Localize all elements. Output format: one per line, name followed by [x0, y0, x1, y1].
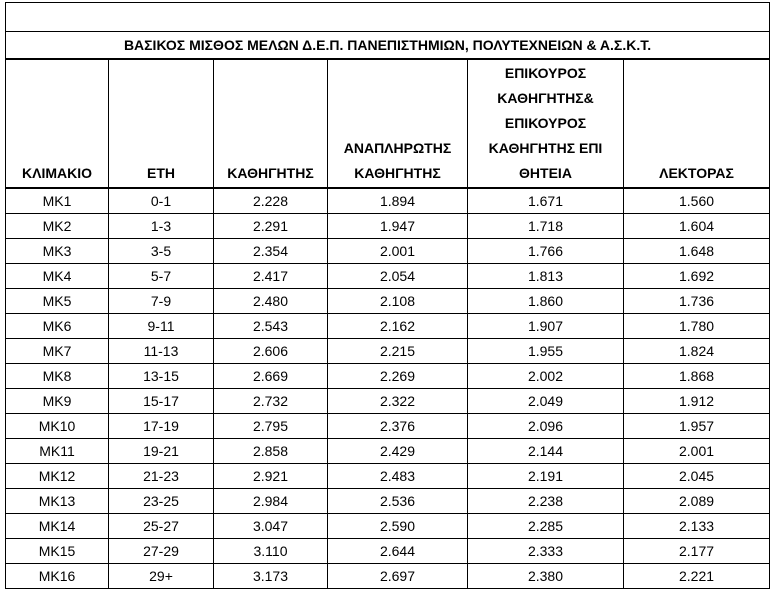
assistant-cell: 1.860 — [468, 289, 624, 314]
table-title: ΒΑΣΙΚΟΣ ΜΙΣΘΟΣ ΜΕΛΩΝ Δ.Ε.Π. ΠΑΝΕΠΙΣΤΗΜΙΩΝ, ΠΟΛΥΤΕΧΝΕΙΩΝ & Α.Σ.Κ.Τ. — [6, 32, 770, 60]
lecturer-cell: 2.177 — [624, 539, 770, 564]
professor-cell: 3.173 — [214, 564, 328, 589]
professor-cell: 2.417 — [214, 264, 328, 289]
header-professor: ΚΑΘΗΓΗΤΗΣ — [214, 59, 328, 188]
assistant-cell: 1.671 — [468, 188, 624, 214]
years-cell: 3-5 — [109, 239, 214, 264]
table-row — [6, 514, 770, 539]
associate-cell: 2.536 — [328, 489, 468, 514]
table-row — [6, 464, 770, 489]
years-cell: 17-19 — [109, 414, 214, 439]
assistant-cell: 1.766 — [468, 239, 624, 264]
associate-cell: 2.054 — [328, 264, 468, 289]
associate-cell: 2.162 — [328, 314, 468, 339]
table-row — [6, 239, 770, 264]
table-row — [6, 489, 770, 514]
scale-cell: ΜΚ13 — [6, 489, 109, 514]
scale-cell: ΜΚ16 — [6, 564, 109, 589]
scale-cell: ΜΚ1 — [6, 188, 109, 214]
salary-table — [5, 2, 770, 589]
years-cell: 29+ — [109, 564, 214, 589]
table-row — [6, 264, 770, 289]
professor-cell: 3.110 — [214, 539, 328, 564]
lecturer-cell: 1.868 — [624, 364, 770, 389]
years-cell: 0-1 — [109, 188, 214, 214]
professor-cell: 2.480 — [214, 289, 328, 314]
assistant-cell: 2.333 — [468, 539, 624, 564]
assistant-cell: 2.002 — [468, 364, 624, 389]
years-cell: 19-21 — [109, 439, 214, 464]
table-row — [6, 389, 770, 414]
table-row — [6, 339, 770, 364]
lecturer-cell: 1.736 — [624, 289, 770, 314]
assistant-cell: 2.380 — [468, 564, 624, 589]
professor-cell: 3.047 — [214, 514, 328, 539]
header-lecturer: ΛΕΚΤΟΡΑΣ — [624, 59, 770, 188]
professor-cell: 2.354 — [214, 239, 328, 264]
associate-cell: 2.429 — [328, 439, 468, 464]
associate-cell: 2.483 — [328, 464, 468, 489]
years-cell: 15-17 — [109, 389, 214, 414]
years-cell: 23-25 — [109, 489, 214, 514]
lecturer-cell: 1.780 — [624, 314, 770, 339]
assistant-cell: 1.955 — [468, 339, 624, 364]
years-cell: 1-3 — [109, 214, 214, 239]
scale-cell: ΜΚ8 — [6, 364, 109, 389]
assistant-cell: 1.907 — [468, 314, 624, 339]
title-row — [6, 32, 770, 60]
scale-cell: ΜΚ2 — [6, 214, 109, 239]
years-cell: 9-11 — [109, 314, 214, 339]
lecturer-cell: 2.045 — [624, 464, 770, 489]
table-row — [6, 188, 770, 214]
associate-cell: 1.947 — [328, 214, 468, 239]
scale-cell: ΜΚ12 — [6, 464, 109, 489]
assistant-cell: 1.813 — [468, 264, 624, 289]
scale-cell: ΜΚ14 — [6, 514, 109, 539]
lecturer-cell: 1.560 — [624, 188, 770, 214]
scale-cell: ΜΚ10 — [6, 414, 109, 439]
table-row — [6, 289, 770, 314]
header-line: ΚΑΘΗΓΗΤΗΣ ΕΠΙ — [488, 140, 603, 156]
assistant-cell: 2.238 — [468, 489, 624, 514]
assistant-cell: 2.144 — [468, 439, 624, 464]
blank-cell — [6, 3, 770, 32]
lecturer-cell: 1.692 — [624, 264, 770, 289]
header-years: ΕΤΗ — [109, 59, 214, 188]
table-row — [6, 564, 770, 589]
lecturer-cell: 2.001 — [624, 439, 770, 464]
scale-cell: ΜΚ4 — [6, 264, 109, 289]
header-line: ΚΑΘΗΓΗΤΗΣ& — [497, 90, 594, 106]
associate-cell: 2.644 — [328, 539, 468, 564]
blank-header-row — [6, 3, 770, 32]
assistant-cell: 2.191 — [468, 464, 624, 489]
lecturer-cell: 2.133 — [624, 514, 770, 539]
scale-cell: ΜΚ6 — [6, 314, 109, 339]
header-scale: ΚΛΙΜΑΚΙΟ — [6, 59, 109, 188]
lecturer-cell: 2.089 — [624, 489, 770, 514]
scale-cell: ΜΚ7 — [6, 339, 109, 364]
professor-cell: 2.858 — [214, 439, 328, 464]
years-cell: 21-23 — [109, 464, 214, 489]
salary-sheet — [5, 2, 770, 589]
lecturer-cell: 1.957 — [624, 414, 770, 439]
associate-cell: 2.590 — [328, 514, 468, 539]
professor-cell: 2.795 — [214, 414, 328, 439]
lecturer-cell: 2.221 — [624, 564, 770, 589]
header-line: ΕΠΙΚΟΥΡΟΣ — [504, 115, 587, 131]
years-cell: 27-29 — [109, 539, 214, 564]
associate-cell: 1.894 — [328, 188, 468, 214]
assistant-cell: 2.285 — [468, 514, 624, 539]
table-row — [6, 439, 770, 464]
lecturer-cell: 1.648 — [624, 239, 770, 264]
associate-cell: 2.215 — [328, 339, 468, 364]
table-row — [6, 414, 770, 439]
associate-cell: 2.697 — [328, 564, 468, 589]
professor-cell: 2.732 — [214, 389, 328, 414]
years-cell: 5-7 — [109, 264, 214, 289]
associate-cell: 2.001 — [328, 239, 468, 264]
header-line: ΑΝΑΠΛΗΡΩΤΗΣ — [343, 140, 452, 156]
table-row — [6, 314, 770, 339]
years-cell: 25-27 — [109, 514, 214, 539]
header-line: ΘΗΤΕΙΑ — [519, 165, 572, 181]
associate-cell: 2.322 — [328, 389, 468, 414]
lecturer-cell: 1.912 — [624, 389, 770, 414]
header-line: ΕΠΙΚΟΥΡΟΣ — [504, 65, 587, 81]
scale-cell: ΜΚ3 — [6, 239, 109, 264]
scale-cell: ΜΚ15 — [6, 539, 109, 564]
lecturer-cell: 1.824 — [624, 339, 770, 364]
years-cell: 7-9 — [109, 289, 214, 314]
professor-cell: 2.606 — [214, 339, 328, 364]
column-header-row — [6, 59, 770, 188]
assistant-cell: 1.718 — [468, 214, 624, 239]
professor-cell: 2.669 — [214, 364, 328, 389]
professor-cell: 2.291 — [214, 214, 328, 239]
header-assistant-professor — [468, 59, 624, 188]
associate-cell: 2.376 — [328, 414, 468, 439]
lecturer-cell: 1.604 — [624, 214, 770, 239]
assistant-cell: 2.049 — [468, 389, 624, 414]
table-row — [6, 364, 770, 389]
table-row — [6, 214, 770, 239]
associate-cell: 2.269 — [328, 364, 468, 389]
scale-cell: ΜΚ11 — [6, 439, 109, 464]
professor-cell: 2.984 — [214, 489, 328, 514]
professor-cell: 2.921 — [214, 464, 328, 489]
header-line: ΚΑΘΗΓΗΤΗΣ — [354, 165, 441, 181]
header-associate-professor — [328, 59, 468, 188]
professor-cell: 2.543 — [214, 314, 328, 339]
years-cell: 13-15 — [109, 364, 214, 389]
associate-cell: 2.108 — [328, 289, 468, 314]
professor-cell: 2.228 — [214, 188, 328, 214]
table-row — [6, 539, 770, 564]
years-cell: 11-13 — [109, 339, 214, 364]
assistant-cell: 2.096 — [468, 414, 624, 439]
scale-cell: ΜΚ5 — [6, 289, 109, 314]
scale-cell: ΜΚ9 — [6, 389, 109, 414]
